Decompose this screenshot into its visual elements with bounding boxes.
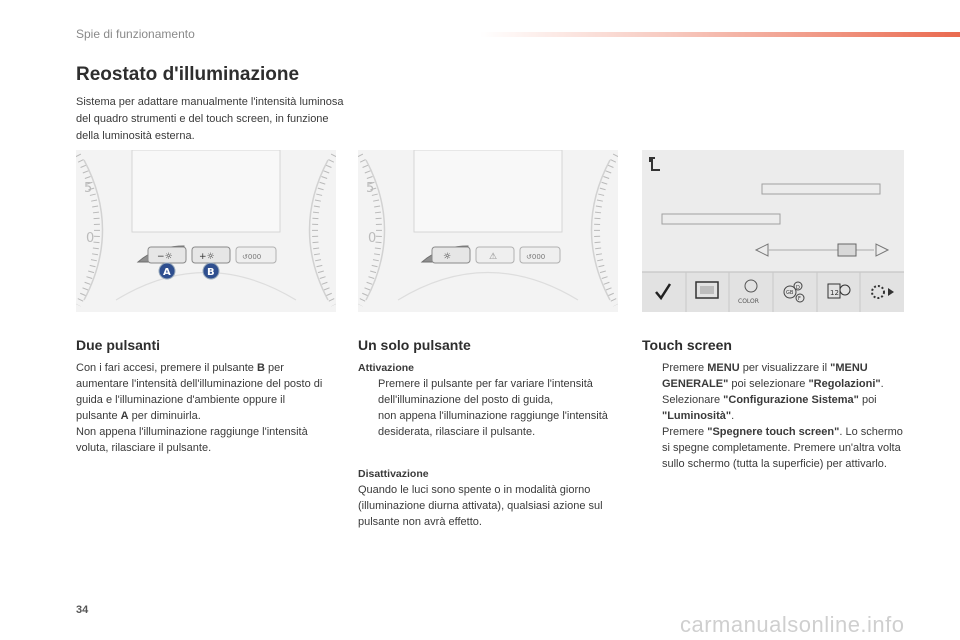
svg-text:⚠: ⚠ bbox=[489, 252, 498, 262]
section-title-touch-screen: Touch screen bbox=[642, 337, 732, 353]
svg-text:+☼: +☼ bbox=[199, 252, 215, 262]
figure-touch-screen bbox=[642, 150, 904, 312]
svg-text:−☼: −☼ bbox=[157, 252, 173, 262]
figure-dashboard-two-buttons bbox=[76, 150, 336, 312]
activation-label: Attivazione bbox=[358, 362, 415, 374]
dimmer-gb-label: GB bbox=[786, 290, 794, 296]
list-item: non appena l'illuminazione raggiunge l'intensità desiderata, rilasciare il pulsante. bbox=[378, 410, 608, 438]
deactivation-text: Quando le luci sono spente o in modalità giorno (illuminazione diurna attivata), qualsiasi azione sul pulsante non avrà effetto. bbox=[358, 484, 603, 528]
svg-text:↺000: ↺000 bbox=[526, 253, 546, 261]
callout-b: B bbox=[207, 267, 215, 278]
intro-text: Sistema per adattare manualmente l'intensità luminosa del quadro strumenti e del touch screen, in funzione della luminosità esterna. bbox=[76, 96, 344, 142]
section-title-single-button: Un solo pulsante bbox=[358, 337, 471, 353]
section-title-two-buttons: Due pulsanti bbox=[76, 337, 161, 353]
dimmer-d-label: D bbox=[796, 285, 800, 291]
svg-text:5: 5 bbox=[84, 181, 93, 196]
svg-text:5: 5 bbox=[366, 181, 375, 196]
list-item: Selezionare "Configurazione Sistema" poi "Luminosità". bbox=[662, 394, 877, 422]
touch-screen-list bbox=[642, 360, 904, 472]
svg-text:12: 12 bbox=[830, 289, 839, 297]
header-accent-bar bbox=[480, 32, 960, 37]
page-header-title: Spie di funzionamento bbox=[76, 27, 195, 41]
svg-text:☼: ☼ bbox=[443, 252, 452, 262]
callout-a: A bbox=[163, 267, 171, 278]
activation-list bbox=[358, 376, 620, 440]
svg-text:0: 0 bbox=[86, 231, 95, 246]
deactivation-label: Disattivazione bbox=[358, 468, 429, 480]
color-label: COLOR bbox=[738, 298, 759, 305]
dimmer-f-label: F bbox=[798, 296, 801, 302]
list-item: Premere il pulsante per far variare l'intensità dell'illuminazione del posto di guida, bbox=[378, 378, 593, 406]
page-number: 34 bbox=[76, 604, 89, 616]
list-item: Premere "Spegnere touch screen". Lo schermo si spegne completamente. Premere un'altra volta sullo schermo (tutta la superficie) per attivarlo. bbox=[662, 426, 903, 470]
svg-text:0: 0 bbox=[368, 231, 377, 246]
watermark: carmanualsonline.info bbox=[680, 612, 905, 637]
figure-dashboard-single-button bbox=[358, 150, 618, 312]
two-buttons-paragraph: Con i fari accesi, premere il pulsante B per aumentare l'intensità dell'illuminazione del posto di guida e l'illuminazione d'ambiente oppure il pulsante A per diminuirla. Non appena l'illuminazione raggiunge l'intensità voluta, rilasciare il pulsante. bbox=[76, 362, 323, 454]
svg-text:↺000: ↺000 bbox=[242, 253, 262, 261]
list-item: Premere MENU per visualizzare il "MENU GENERALE" poi selezionare "Regolazioni". bbox=[662, 362, 884, 390]
page-title: Reostato d'illuminazione bbox=[76, 64, 300, 85]
